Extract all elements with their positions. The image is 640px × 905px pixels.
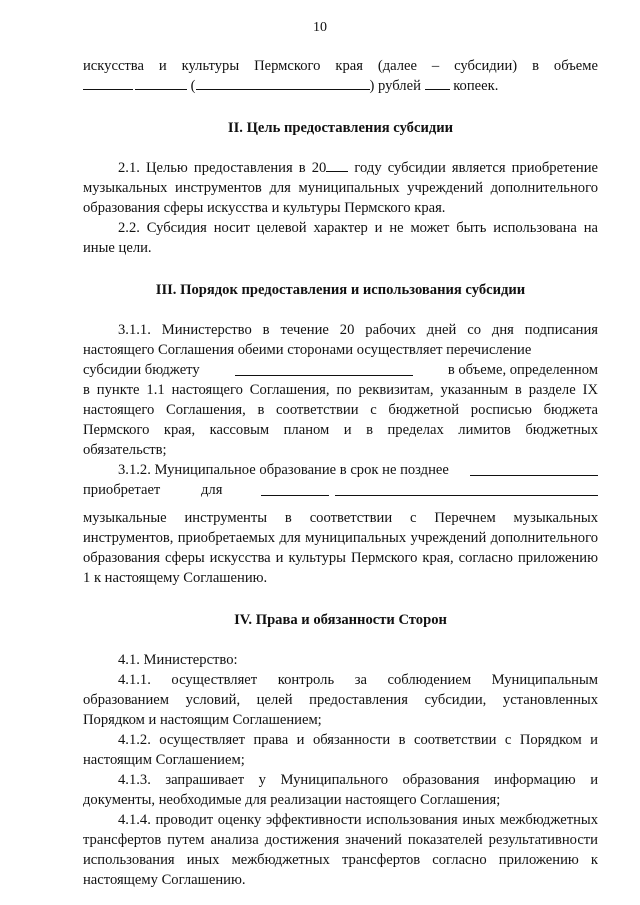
kopecks-blank [425,76,450,90]
section-3-heading: III. Порядок предоставления и использования субсидии [155,282,526,298]
deadline-blank [470,462,598,476]
intro-line-1: искусства и культуры Пермского края (далее – субсидии) в объеме [83,58,598,74]
institution-blank-2 [335,482,598,496]
budget-line [83,360,598,380]
amount-words-blank [196,76,370,90]
volume-label: в объеме, определенном [447,362,598,378]
budget-label: субсидии бюджету [83,362,200,378]
year-blank [326,158,348,172]
paragraph-2-1-rest: году субсидии является приобретение музыкальных инструментов для муниципальных учреждений дополнительного образования сферы искусства и культуры Пермского края. [83,160,598,216]
paragraph-3-1-1-rest: в пункте 1.1 настоящего Соглашения, по реквизитам, указанным в разделе IX настоящего Соглашения, в соответствии с бюджетной росписью бюджета Пермского края, кассовым планом и в пределах лимитов бюджетных обязательств; [83,382,598,458]
section-4-heading: IV. Права и обязанности Сторон [234,612,447,628]
document-body [83,56,598,890]
paren-open: ( [190,78,196,94]
kopecks-label: копеек. [453,78,499,94]
paragraph-2-1 [83,158,598,218]
paragraph-2-2: 2.2. Субсидия носит целевой характер и не может быть использована на иные цели. [83,220,598,256]
budget-recipient-blank [235,362,413,376]
item-4-1: 4.1. Министерство: [118,652,238,668]
paragraph-3-1-2-rest: музыкальные инструменты в соответствии с Перечнем музыкальных инструментов, приобретаемых для муниципальных учреждений дополнительного образования сферы искусства и культуры Пермского края, согласно приложению 1 к настоящему Соглашению. [83,510,598,586]
item-4-1-2: 4.1.2. осуществляет права и обязанности в соответствии с Порядком и настоящим Соглашением; [83,732,598,768]
section-2-heading: II. Цель предоставления субсидии [227,120,454,136]
paragraph-3-1-1: 3.1.1. Министерство в течение 20 рабочих дней со дня подписания настоящего Соглашения обеими сторонами осуществляет перечисление [83,322,598,358]
acquires-label: приобретает [83,482,161,498]
item-4-1-1: 4.1.1. осуществляет контроль за соблюдением Муниципальным образованием условий, целей предоставления субсидии, установленных Порядком и настоящим Соглашением; [83,672,598,728]
item-4-1-3: 4.1.3. запрашивает у Муниципального образования информацию и документы, необходимые для реализации настоящего Соглашения; [83,772,598,808]
acquire-line [83,480,598,500]
page-number: 10 [313,20,327,35]
amount-blank-2 [135,76,187,90]
intro-line-2 [83,76,598,96]
item-4-1-4: 4.1.4. проводит оценку эффективности использования иных межбюджетных трансфертов путем анализа достижения значений показателей результативности использования иных межбюджетных трансфертов согласно приложению к настоящему Соглашению. [83,812,598,888]
for-label: для [201,482,223,498]
institution-blank-1 [261,482,329,496]
paragraph-3-1-2-start: 3.1.2. Муниципальное образование в срок не позднее [118,462,449,478]
amount-blank-1 [83,76,133,90]
paragraph-2-1-start: 2.1. Целью предоставления в 20 [118,160,327,176]
rubles-label: ) рублей [369,78,421,94]
deadline-line [83,460,598,480]
